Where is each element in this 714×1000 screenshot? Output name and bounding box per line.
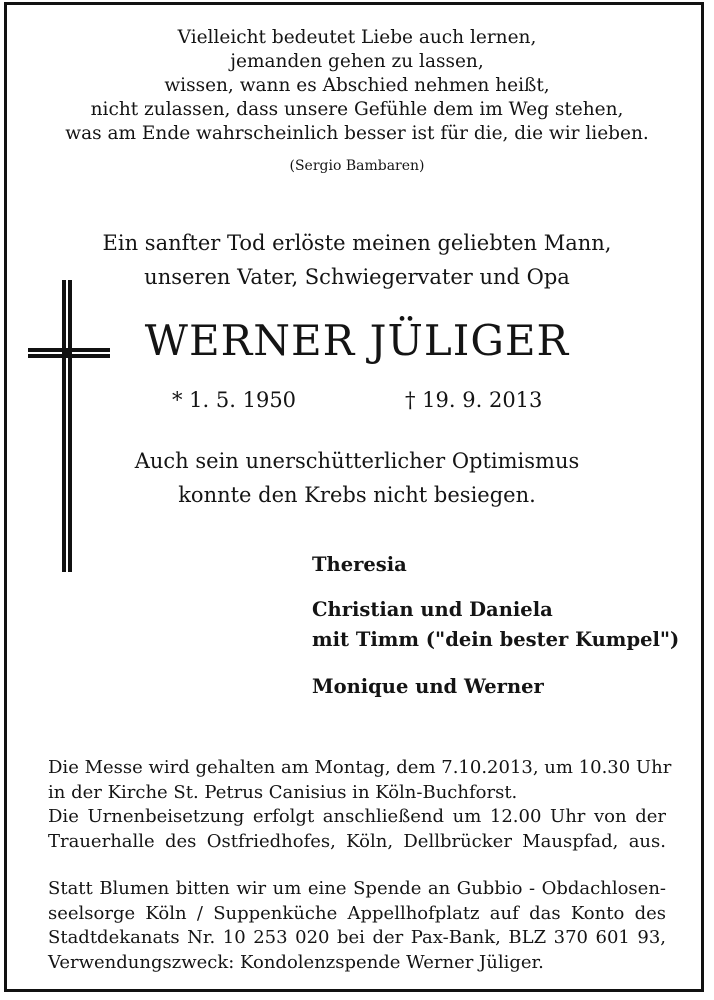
intro-line: unseren Vater, Schwiegervater und Opa <box>144 265 570 289</box>
service-line: Trauerhalle des Ostfriedhofes, Köln, Dellbrücker Mauspfad, aus. <box>48 830 666 852</box>
optimism-line: Auch sein unerschütterlicher Optimismus <box>134 449 580 473</box>
quote-line: was am Ende wahrscheinlich besser ist für die, die wir lieben. <box>65 123 649 144</box>
optimism-line: konnte den Krebs nicht besiegen. <box>178 483 536 507</box>
donation-line: Statt Blumen bitten wir um eine Spende an Gubbio - Obdachlosen- <box>48 878 666 899</box>
family-mourner: Theresia <box>312 553 407 576</box>
quote <box>0 26 714 146</box>
optimism-text <box>0 444 714 512</box>
intro-line: Ein sanfter Tod erlöste meinen geliebten Mann, <box>102 231 612 255</box>
donation-line: Stadtdekanats Nr. 10 253 020 bei der Pax-Bank, BLZ 370 601 93, <box>48 927 666 948</box>
family-mourner-line: mit Timm ("dein bester Kumpel") <box>312 628 680 651</box>
quote-line: nicht zulassen, dass unsere Gefühle dem im Weg stehen, <box>90 99 624 120</box>
service-info <box>48 756 672 854</box>
quote-author: (Sergio Bambaren) <box>289 158 425 174</box>
service-line: Die Urnenbeisetzung erfolgt anschließend um 12.00 Uhr von der <box>48 806 666 827</box>
family-mourners <box>312 595 679 655</box>
service-line: Die Messe wird gehalten am Montag, dem 7.10.2013, um 10.30 Uhr <box>48 757 672 778</box>
deceased-name: WERNER JÜLIGER <box>144 316 570 365</box>
family-mourner: Monique und Werner <box>312 675 544 698</box>
quote-line: Vielleicht bedeutet Liebe auch lernen, <box>177 27 537 48</box>
donation-line: seelsorge Köln / Suppenküche Appellhofplatz auf das Konto des <box>48 902 666 924</box>
donation-line: Verwendungszweck: Kondolenzspende Werner Jüliger. <box>48 951 544 973</box>
service-line: in der Kirche St. Petrus Canisius in Köln-Buchforst. <box>48 781 518 803</box>
birth-date: * 1. 5. 1950 <box>172 388 297 412</box>
quote-line: wissen, wann es Abschied nehmen heißt, <box>164 75 550 96</box>
death-date: † 19. 9. 2013 <box>405 388 543 412</box>
donation-info <box>48 877 666 975</box>
family-mourner-line: Christian und Daniela <box>312 598 553 621</box>
quote-line: jemanden gehen zu lassen, <box>230 51 484 72</box>
